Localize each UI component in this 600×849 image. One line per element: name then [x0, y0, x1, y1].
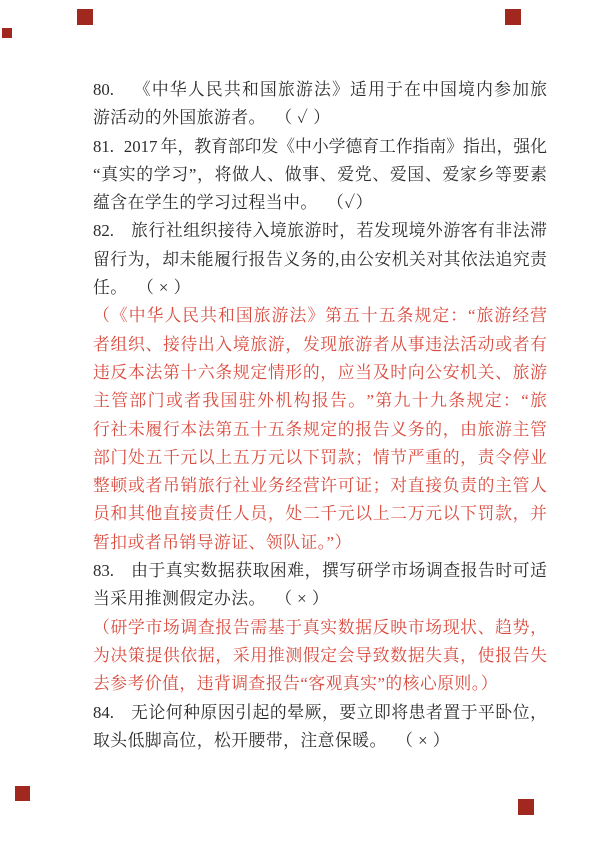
explanation-82-line-4: 主 管 部 门 或 者 我 国 驻 外 机 构 报 告 。 ” 第 九 十 九 条 规 定 ： “ 旅	[93, 391, 547, 411]
red-stamp-mark-bottom-left	[15, 786, 30, 801]
red-stamp-mark-left-edge	[2, 28, 12, 38]
explanation-83-line-1: （ 研 学 市 场 调 查 报 告 需 基 于 真 实 数 据 反 映 市 场 现 状 、 趋 势 ，	[93, 617, 547, 637]
explanation-82-line-8: 员 和 其 他 直 接 责 任 人 员 ， 处 二 千 元 以 上 二 万 元 以 下 罚 款 ， 并	[93, 504, 547, 524]
question-81-line-2: “ 真 实 的 学 习 ” ， 将 做 人 、 做 事 、 爱 党 、 爱 国 、 爱 家 乡 等 要 素	[93, 164, 547, 184]
question-80-line-1: 80. 《 中 华 人 民 共 和 国 旅 游 法 》 适 用 于 在 中 国 境 内 参 加 旅	[93, 80, 547, 99]
explanation-83-line-2: 为 决 策 提 供 依 据 ， 采 用 推 测 假 定 会 导 致 数 据 失 真 ， 使 报 告 失	[93, 645, 547, 665]
question-84-line-1: 84. 无 论 何 种 原 因 引 起 的 晕 厥 ， 要 立 即 将 患 者 置 于 平 卧 位 ，	[93, 702, 547, 722]
explanation-82-line-9: 暂扣或者吊销导游证、领队证。”）	[93, 532, 352, 552]
explanation-82-line-7: 整 顿 或 者 吊 销 旅 行 社 业 务 经 营 许 可 证 ； 对 直 接 负 责 的 主 管 人	[93, 476, 547, 496]
question-83-line-1: 83. 由 于 真 实 数 据 获 取 困 难 ， 撰 写 研 学 市 场 调 查 报 告 时 可 适	[93, 561, 547, 581]
exam-text-block	[93, 76, 547, 755]
explanation-82-line-6: 部 门 处 五 千 元 以 上 五 万 元 以 下 罚 款 ； 情 节 严 重 的 ， 责 令 停 业	[93, 447, 547, 467]
explanation-82-line-5: 行 社 未 履 行 本 法 第 五 十 五 条 规 定 的 报 告 义 务 的 ， 由 旅 游 主 管	[93, 419, 547, 439]
explanation-83-line-3: 去参考价值，违背调查报告“客观真实”的核心原则。）	[93, 674, 498, 694]
red-stamp-mark-top-right	[505, 9, 521, 25]
question-83-line-2: 当采用推测假定办法。 （ × ）	[93, 589, 330, 609]
question-84-line-2: 取头低脚高位，松开腰带，注意保暖。 （ × ）	[93, 730, 451, 750]
question-81-line-3: 蕴含在学生的学习过程当中。 （✓）	[93, 193, 373, 213]
red-stamp-mark-bottom-right	[518, 799, 534, 815]
question-82-line-3: 任。 （ × ）	[93, 278, 191, 298]
question-80-line-2: 游活动的外国旅游者。 （ ✓ ）	[93, 108, 331, 128]
explanation-82-line-2: 者 组 织 、 接 待 出 入 境 旅 游 ， 发 现 旅 游 者 从 事 违 法 活 动 或 者 有	[93, 334, 547, 354]
explanation-82-line-1: （ 《 中 华 人 民 共 和 国 旅 游 法 》 第 五 十 五 条 规 定 ： “ 旅 游 经 营	[93, 306, 547, 326]
red-stamp-mark-top-left	[77, 9, 93, 25]
question-82-line-2: 留 行 为 ， 却 未 能 履 行 报 告 义 务 的 , 由 公 安 机 关 对 其 依 法 追 究 责	[93, 249, 547, 269]
explanation-82-line-3: 违 反 本 法 第 十 六 条 规 定 情 形 的 ， 应 当 及 时 向 公 安 机 关 、 旅 游	[93, 362, 547, 382]
question-82-line-1: 82. 旅 行 社 组 织 接 待 入 境 旅 游 时 ， 若 发 现 境 外 游 客 有 非 法 滞	[93, 221, 547, 241]
question-81-line-1: 81. 2017 年 ， 教 育 部 印 发 《 中 小 学 德 育 工 作 指 南 》 指 出 ， 强 化	[93, 136, 547, 156]
